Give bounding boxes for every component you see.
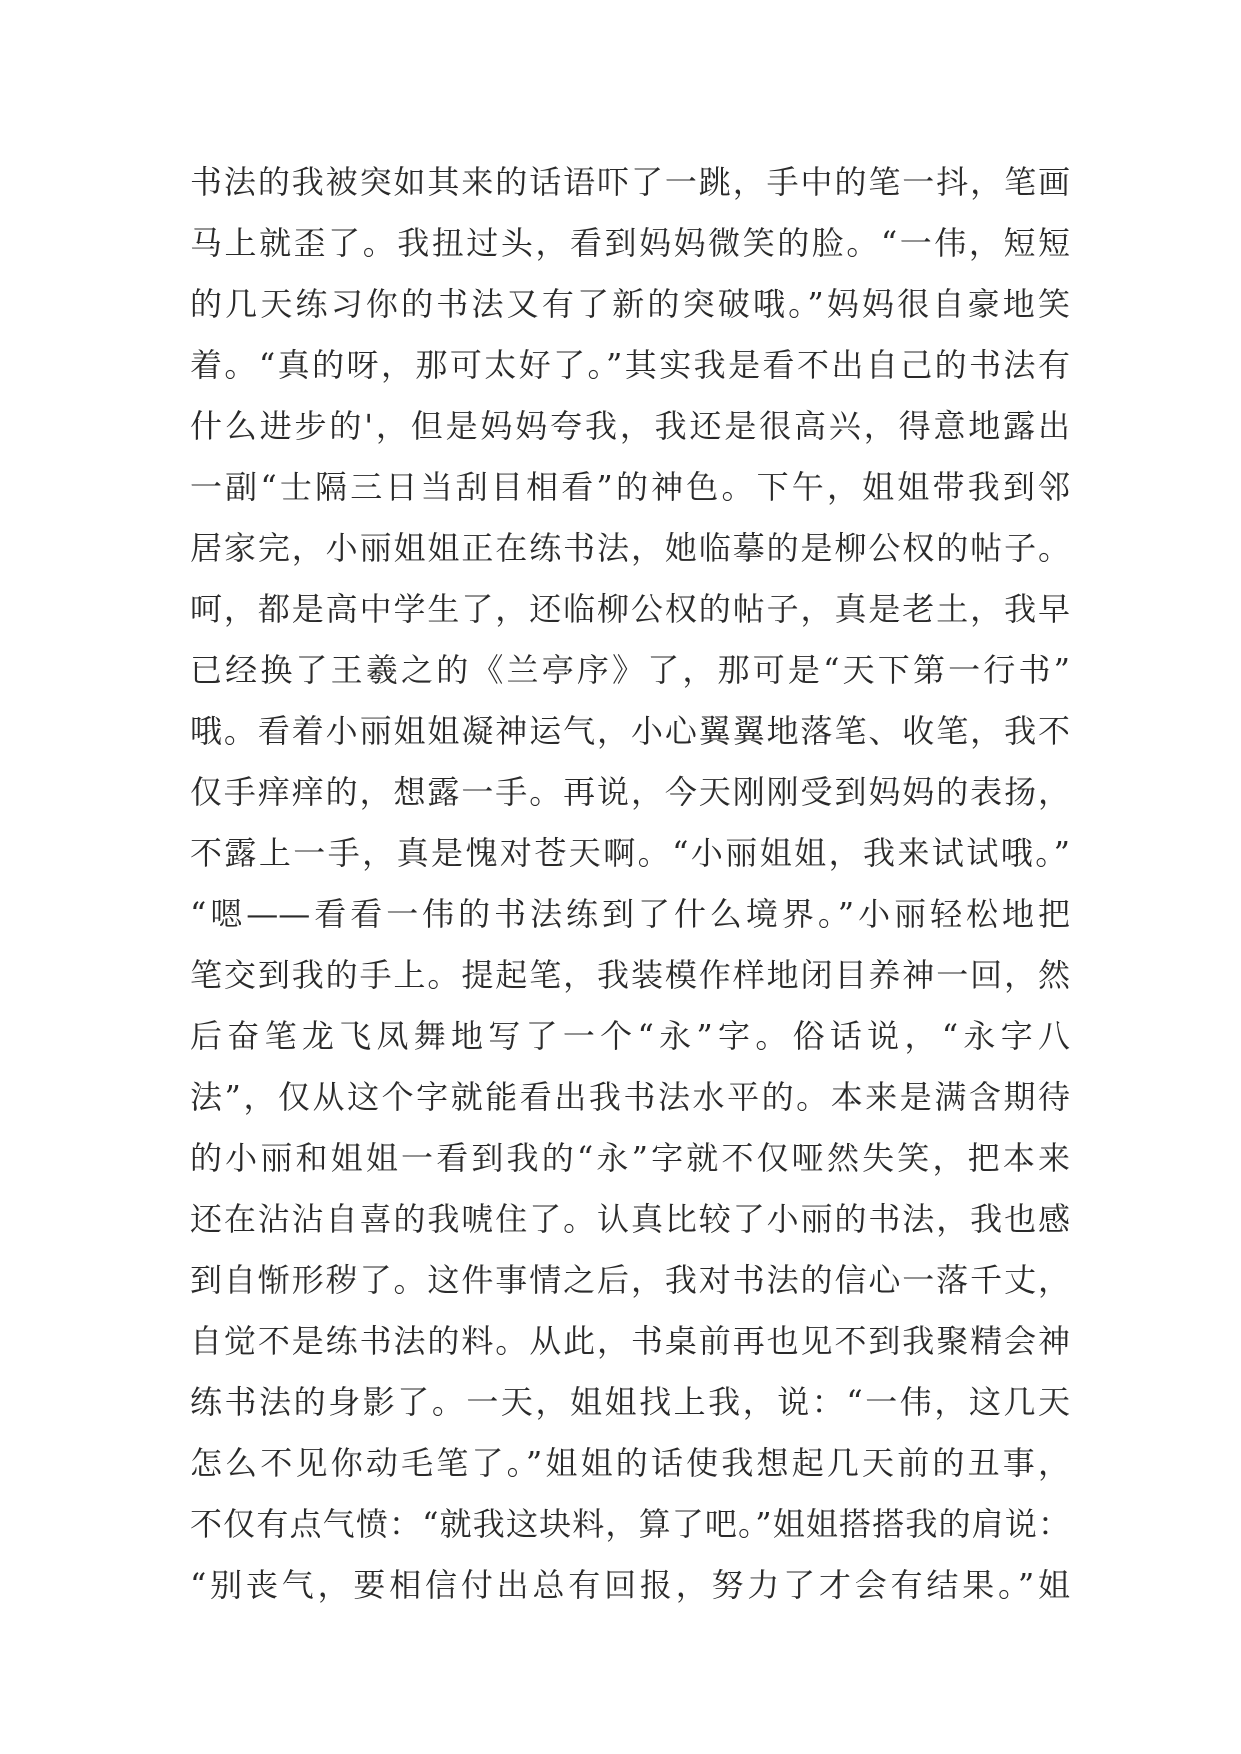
text-line: 不露上一手，真是愧对苍天啊。“小丽姐姐，我来试试哦。” <box>190 834 1070 872</box>
text-line: 自觉不是练书法的料。从此，书桌前再也见不到我聚精会神 <box>190 1322 1070 1360</box>
text-line: 哦。看着小丽姐姐凝神运气，小心翼翼地落笔、收笔，我不 <box>190 712 1070 750</box>
text-line: 马上就歪了。我扭过头，看到妈妈微笑的脸。“一伟，短短 <box>190 224 1070 262</box>
text-line: 居家完，小丽姐姐正在练书法，她临摹的是柳公权的帖子。 <box>190 529 1070 567</box>
body-text <box>190 152 1070 1616</box>
text-line: 到自惭形秽了。这件事情之后，我对书法的信心一落千丈， <box>190 1261 1070 1299</box>
text-line: “嗯——看看一伟的书法练到了什么境界。”小丽轻松地把 <box>190 895 1070 933</box>
text-line: 呵，都是高中学生了，还临柳公权的帖子，真是老土，我早 <box>190 590 1070 628</box>
text-line: 笔交到我的手上。提起笔，我装模作样地闭目养神一回，然 <box>190 956 1070 994</box>
text-line: 的几天练习你的书法又有了新的突破哦。”妈妈很自豪地笑 <box>190 285 1070 323</box>
text-line: 已经换了王羲之的《兰亭序》了，那可是“天下第一行书” <box>190 651 1070 689</box>
text-line: 怎么不见你动毛笔了。”姐姐的话使我想起几天前的丑事， <box>190 1444 1070 1482</box>
text-line: 后奋笔龙飞凤舞地写了一个“永”字。俗话说，“永字八 <box>190 1017 1070 1055</box>
text-line: 的小丽和姐姐一看到我的“永”字就不仅哑然失笑，把本来 <box>190 1139 1070 1177</box>
text-line: 仅手痒痒的，想露一手。再说，今天刚刚受到妈妈的表扬， <box>190 773 1070 811</box>
text-line: 练书法的身影了。一天，姐姐找上我，说：“一伟，这几天 <box>190 1383 1070 1421</box>
text-line: “别丧气，要相信付出总有回报，努力了才会有结果。”姐 <box>190 1566 1070 1604</box>
text-line: 不仅有点气愤：“就我这块料，算了吧。”姐姐搭搭我的肩说： <box>190 1505 1070 1543</box>
text-line: 还在沾沾自喜的我唬住了。认真比较了小丽的书法，我也感 <box>190 1200 1070 1238</box>
text-line: 书法的我被突如其来的话语吓了一跳，手中的笔一抖，笔画 <box>190 163 1070 201</box>
text-line: 什么进步的'，但是妈妈夸我，我还是很高兴，得意地露出 <box>190 407 1070 445</box>
text-line: 一副“士隔三日当刮目相看”的神色。下午，姐姐带我到邻 <box>190 468 1070 506</box>
text-line: 着。“真的呀，那可太好了。”其实我是看不出自己的书法有 <box>190 346 1070 384</box>
text-line: 法”，仅从这个字就能看出我书法水平的。本来是满含期待 <box>190 1078 1070 1116</box>
